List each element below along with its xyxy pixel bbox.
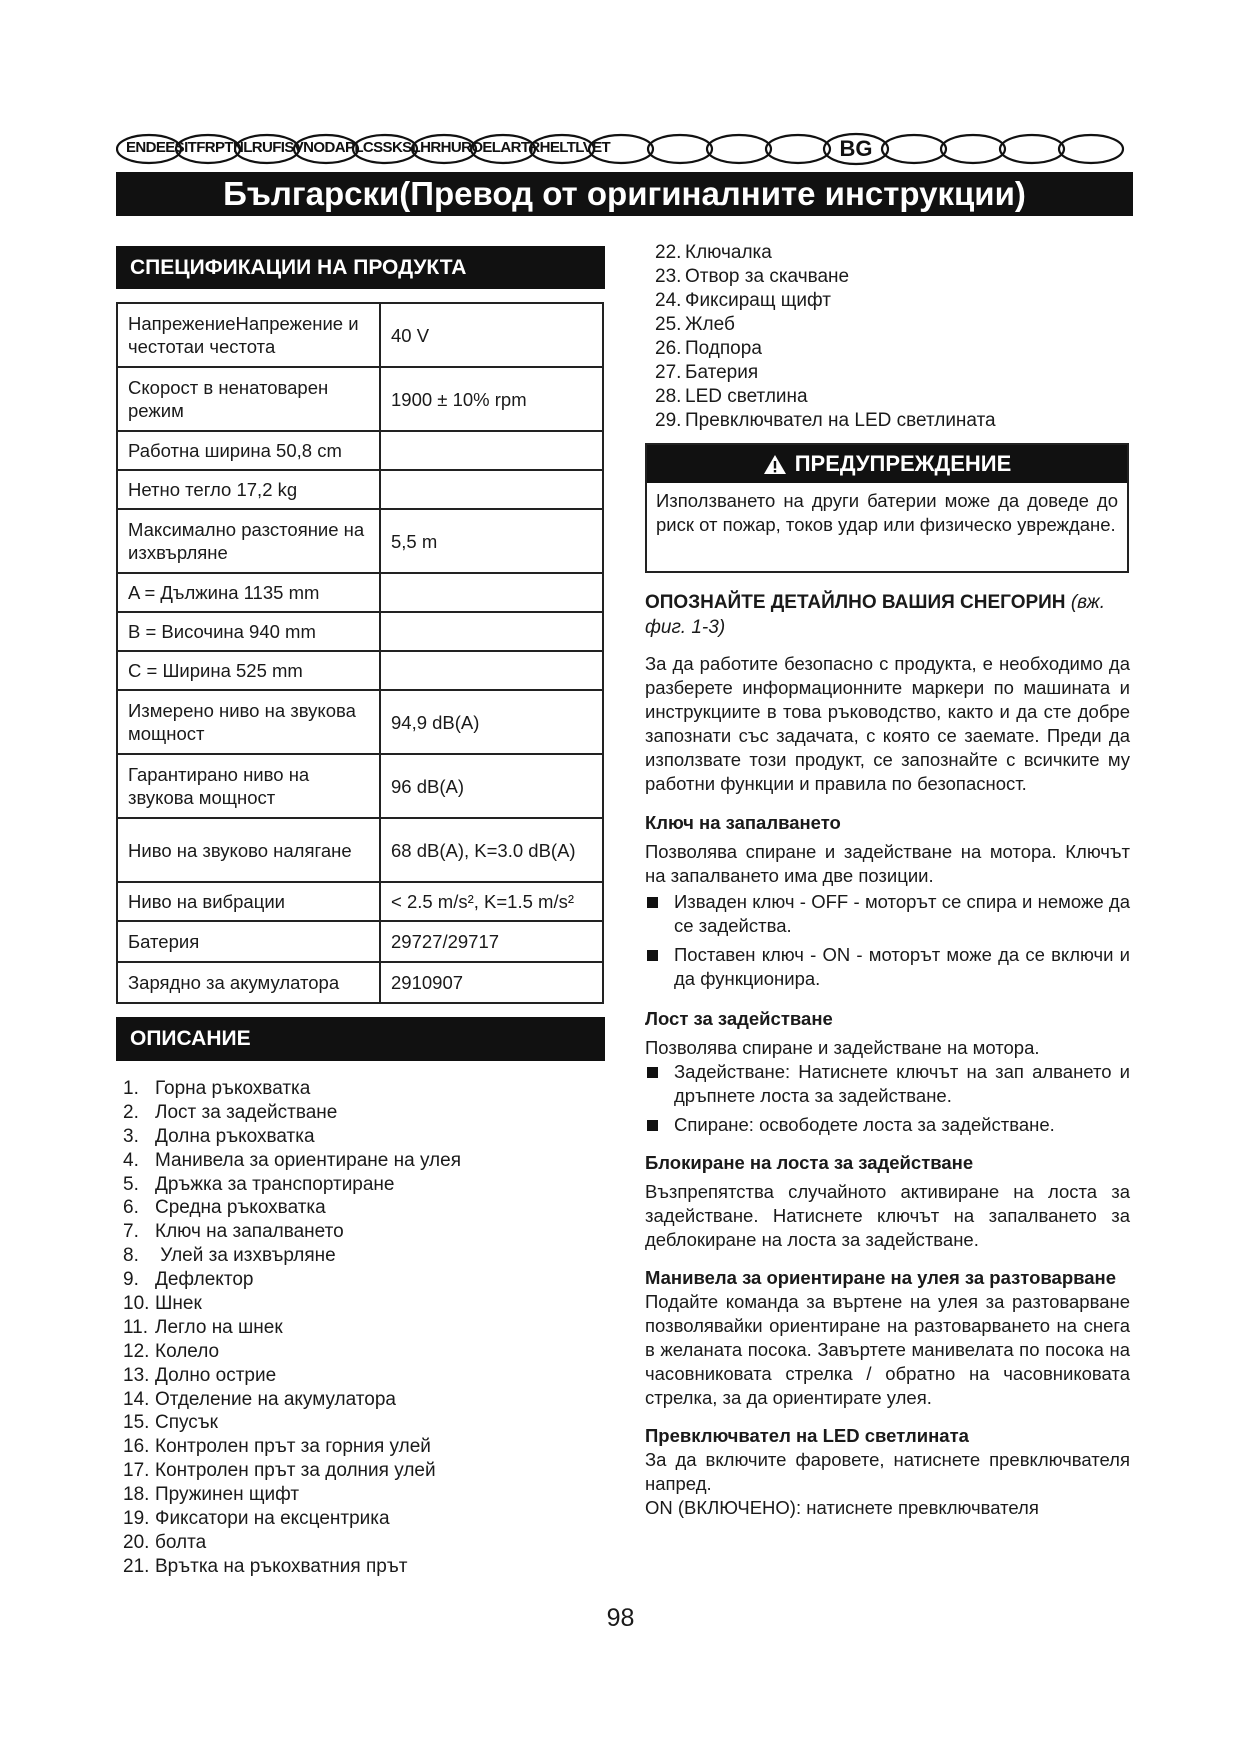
item-number: 9. <box>123 1269 139 1291</box>
item-number: 23. <box>655 266 682 287</box>
bullet-square-icon <box>647 897 658 908</box>
spec-value: 40 V <box>380 303 603 367</box>
item-text: Дръжка за транспортиране <box>155 1173 395 1195</box>
ignition-text: Позволява спиране и задействане на мотора. Ключът на запалването има две позиции. <box>645 841 1130 886</box>
item-text: Батерия <box>685 362 759 383</box>
lang-oval <box>1059 135 1123 163</box>
lang-oval <box>1000 135 1064 163</box>
list-item <box>123 1507 461 1531</box>
item-number: 29. <box>655 410 682 431</box>
lever-bullet <box>645 1113 1130 1137</box>
item-number: 3. <box>123 1125 139 1147</box>
item-number: 22. <box>655 242 682 263</box>
led-text: За да включите фаровете, натиснете превключвателя напред. <box>645 1449 1130 1494</box>
led-heading: Превключвател на LED светлината <box>645 1425 969 1446</box>
spec-label: Измерено ниво на звукова мощност <box>117 690 380 754</box>
spec-label: Батерия <box>117 921 380 962</box>
spec-value: 29727/29717 <box>380 921 603 962</box>
item-number: 16. <box>123 1436 150 1458</box>
list-item <box>123 1483 461 1507</box>
crank-text: Подайте команда за въртене на улея за разтоварване позволявайки ориентиране на разтоварването на снега в желаната посока. Завъртете манивелата по посока на часовниковата стрелка / обратно на часовниковата стрелка, за да ориентирате улея. <box>645 1291 1130 1408</box>
led-text-2: ON (ВКЛЮЧЕНО): натиснете превключвателя <box>645 1497 1039 1518</box>
spec-value: 2910907 <box>380 962 603 1003</box>
list-item <box>123 1125 461 1149</box>
item-number: 4. <box>123 1149 139 1171</box>
spec-value: 68 dB(A), K=3.0 dB(A) <box>380 818 603 882</box>
item-text: Фиксатори на ексцентрика <box>155 1507 390 1529</box>
crank-heading: Манивела за ориентиране на улея за разтоварване <box>645 1267 1117 1288</box>
spec-label: НапрежениеНапрежение и честотаи честота <box>117 303 380 367</box>
bullet-text: Спиране: освободете лоста за задействане. <box>674 1114 1055 1135</box>
warning-title: ПРЕДУПРЕЖДЕНИЕ <box>794 451 1012 476</box>
list-item <box>123 1388 461 1412</box>
item-number: 6. <box>123 1197 139 1219</box>
lang-oval <box>707 135 771 163</box>
item-text: LED светлина <box>685 386 808 407</box>
table-row <box>117 754 603 818</box>
description-heading: ОПИСАНИЕ <box>116 1017 605 1061</box>
item-text: Подпора <box>685 338 762 359</box>
warning-box <box>645 443 1129 573</box>
item-number: 27. <box>655 362 682 383</box>
lock-text: Възпрепятства случайното активиране на лоста за задействане. Натиснете ключът на запалването за деблокиране на лоста за задействане. <box>645 1181 1130 1250</box>
bullet-text: Изваден ключ - OFF - моторът се спира и неможе да се задейства. <box>674 891 1130 936</box>
warning-header <box>647 445 1127 483</box>
know-heading-text: ОПОЗНАЙТЕ ДЕТАЙЛНО ВАШИЯ СНЕГОРИН <box>645 592 1066 613</box>
list-item <box>123 1555 461 1579</box>
spec-label: Гарантирано ниво на звукова мощност <box>117 754 380 818</box>
item-number: 11. <box>123 1316 149 1338</box>
item-number: 21. <box>123 1555 150 1577</box>
list-item <box>123 1316 461 1340</box>
item-text: Лост за задействане <box>155 1101 338 1123</box>
item-text: Врътка на ръкохватния прът <box>155 1555 408 1577</box>
right-column <box>645 590 1130 1520</box>
lever-bullet <box>645 1060 1130 1108</box>
spec-value: 94,9 dB(A) <box>380 690 603 754</box>
list-item <box>655 385 996 409</box>
item-text: Горна ръкохватка <box>155 1077 311 1099</box>
ignition-heading: Ключ на запалването <box>645 812 841 833</box>
item-text: Контролен прът за долния улей <box>155 1460 436 1482</box>
bullet-square-icon <box>647 950 658 961</box>
lock-heading: Блокиране на лоста за задействане <box>645 1152 974 1173</box>
item-number: 20. <box>123 1531 150 1553</box>
know-heading <box>645 590 1130 640</box>
item-number: 18. <box>123 1484 150 1506</box>
item-text: Спусък <box>155 1412 218 1434</box>
item-text: Превключвател на LED светлината <box>685 410 996 431</box>
language-codes: ENDEESITFRPTNLRUFISVNODAPLCSSKSLHRHUROELARTRHELTLVET <box>126 139 611 156</box>
list-item <box>655 361 996 385</box>
ignition-bullet <box>645 890 1130 938</box>
item-text: Легло на шнек <box>155 1316 283 1338</box>
spec-label: Скорост в ненатоварен режим <box>117 367 380 431</box>
know-heading-ref: (вж. фиг. 1-3) <box>645 592 1105 638</box>
item-text: Ключалка <box>685 242 772 263</box>
list-item <box>123 1101 461 1125</box>
list-item <box>123 1340 461 1364</box>
spec-label: C = Ширина 525 mm <box>117 651 380 690</box>
item-number: 19. <box>123 1507 150 1529</box>
item-text: болта <box>155 1531 207 1553</box>
list-item <box>123 1268 461 1292</box>
item-text: Фиксиращ щифт <box>685 290 831 311</box>
item-text: Отделение на акумулатора <box>155 1388 396 1410</box>
table-row <box>117 612 603 651</box>
list-item <box>123 1196 461 1220</box>
item-number: 8. <box>123 1245 139 1267</box>
item-number: 7. <box>123 1221 139 1243</box>
item-number: 13. <box>123 1364 150 1386</box>
item-text: Манивела за ориентиране на улея <box>155 1149 461 1171</box>
item-text: Ключ на запалването <box>155 1221 344 1243</box>
spec-value <box>380 470 603 509</box>
know-text: За да работите безопасно с продукта, е необходимо да разберете информационните маркери по машината и инструкциите в това ръководство, както и да сте добре запознати със задачата, с която се заемате. Преди да използвате този продукт, се запознайте с всичките му работни функции и правила по безопасност. <box>645 653 1130 794</box>
spec-value: 96 dB(A) <box>380 754 603 818</box>
lang-oval <box>941 135 1005 163</box>
item-number: 2. <box>123 1101 139 1123</box>
bullet-text: Задействане: Натиснете ключът на зап алването и дръпнете лоста за задействане. <box>674 1061 1130 1106</box>
item-number: 1. <box>123 1077 139 1099</box>
warning-text: Използването на други батерии може да доведе до риск от пожар, токов удар или физическо увреждане. <box>656 490 1118 535</box>
list-item <box>123 1149 461 1173</box>
list-item <box>655 409 996 433</box>
list-item <box>123 1435 461 1459</box>
item-text: Шнек <box>155 1292 202 1314</box>
spec-value <box>380 573 603 612</box>
table-row <box>117 818 603 882</box>
table-row <box>117 509 603 573</box>
warning-triangle-icon <box>763 454 787 475</box>
list-item <box>123 1531 461 1555</box>
page-title: Български(Превод от оригиналните инструкции) <box>116 172 1133 216</box>
spec-value: 5,5 m <box>380 509 603 573</box>
lang-oval <box>648 135 712 163</box>
list-item <box>123 1364 461 1388</box>
list-item <box>655 337 996 361</box>
bullet-square-icon <box>647 1067 658 1078</box>
item-text: Колело <box>155 1340 220 1362</box>
table-row <box>117 882 603 921</box>
table-row <box>117 367 603 431</box>
list-item <box>123 1173 461 1197</box>
spec-label: Зарядно за акумулатора <box>117 962 380 1003</box>
list-item <box>123 1411 461 1435</box>
list-item <box>655 289 996 313</box>
item-number: 25. <box>655 314 682 335</box>
item-text: Дефлектор <box>155 1269 254 1291</box>
spec-label: Ниво на вибрации <box>117 882 380 921</box>
spec-value: 1900 ± 10% rpm <box>380 367 603 431</box>
list-item <box>123 1292 461 1316</box>
item-number: 10. <box>123 1292 150 1314</box>
lever-text: Позволява спиране и задействане на мотора. <box>645 1037 1040 1058</box>
table-row <box>117 573 603 612</box>
item-text: Контролен прът за горния улей <box>155 1436 431 1458</box>
item-number: 17. <box>123 1460 150 1482</box>
item-number: 14. <box>123 1388 150 1410</box>
item-text: Улей за изхвърляне <box>155 1245 336 1267</box>
spec-label: B = Височина 940 mm <box>117 612 380 651</box>
spec-label: A = Дължина 1135 mm <box>117 573 380 612</box>
specs-table <box>116 302 604 1004</box>
spec-label: Работна ширина 50,8 cm <box>117 431 380 470</box>
table-row <box>117 962 603 1003</box>
item-text: Средна ръкохватка <box>155 1197 326 1219</box>
current-language: BG <box>839 136 873 161</box>
table-row <box>117 651 603 690</box>
item-text: Отвор за скачване <box>685 266 850 287</box>
item-number: 15. <box>123 1412 150 1434</box>
item-number: 24. <box>655 290 682 311</box>
table-row <box>117 921 603 962</box>
list-item <box>655 265 996 289</box>
table-row <box>117 690 603 754</box>
parts-list-right <box>655 241 996 433</box>
ignition-bullet <box>645 943 1130 991</box>
item-number: 12. <box>123 1340 150 1362</box>
item-text: Пружинен щифт <box>155 1484 300 1506</box>
list-item <box>123 1459 461 1483</box>
list-item <box>655 241 996 265</box>
spec-value <box>380 612 603 651</box>
list-item <box>123 1244 461 1268</box>
table-row <box>117 303 603 367</box>
bullet-text: Поставен ключ - ON - моторът може да се включи и да функционира. <box>674 944 1130 989</box>
spec-value <box>380 431 603 470</box>
item-text: Долна ръкохватка <box>155 1125 315 1147</box>
page-number: 98 <box>606 1604 635 1632</box>
table-row <box>117 470 603 509</box>
language-selector <box>116 132 1132 166</box>
spec-label: Максимално разстояние на изхвърляне <box>117 509 380 573</box>
specs-heading: СПЕЦИФИКАЦИИ НА ПРОДУКТА <box>116 246 605 289</box>
lever-heading: Лост за задействане <box>645 1008 833 1029</box>
list-item <box>655 313 996 337</box>
item-number: 5. <box>123 1173 139 1195</box>
list-item <box>123 1220 461 1244</box>
spec-label: Нетно тегло 17,2 kg <box>117 470 380 509</box>
item-text: Долно острие <box>155 1364 277 1386</box>
spec-value: < 2.5 m/s², K=1.5 m/s² <box>380 882 603 921</box>
lang-oval <box>766 135 830 163</box>
item-text: Жлеб <box>685 314 735 335</box>
lang-oval <box>882 135 946 163</box>
spec-value <box>380 651 603 690</box>
table-row <box>117 431 603 470</box>
item-number: 26. <box>655 338 682 359</box>
spec-label: Ниво на звуково налягане <box>117 818 380 882</box>
bullet-square-icon <box>647 1120 658 1131</box>
parts-list-left <box>123 1077 461 1579</box>
list-item <box>123 1077 461 1101</box>
item-number: 28. <box>655 386 682 407</box>
